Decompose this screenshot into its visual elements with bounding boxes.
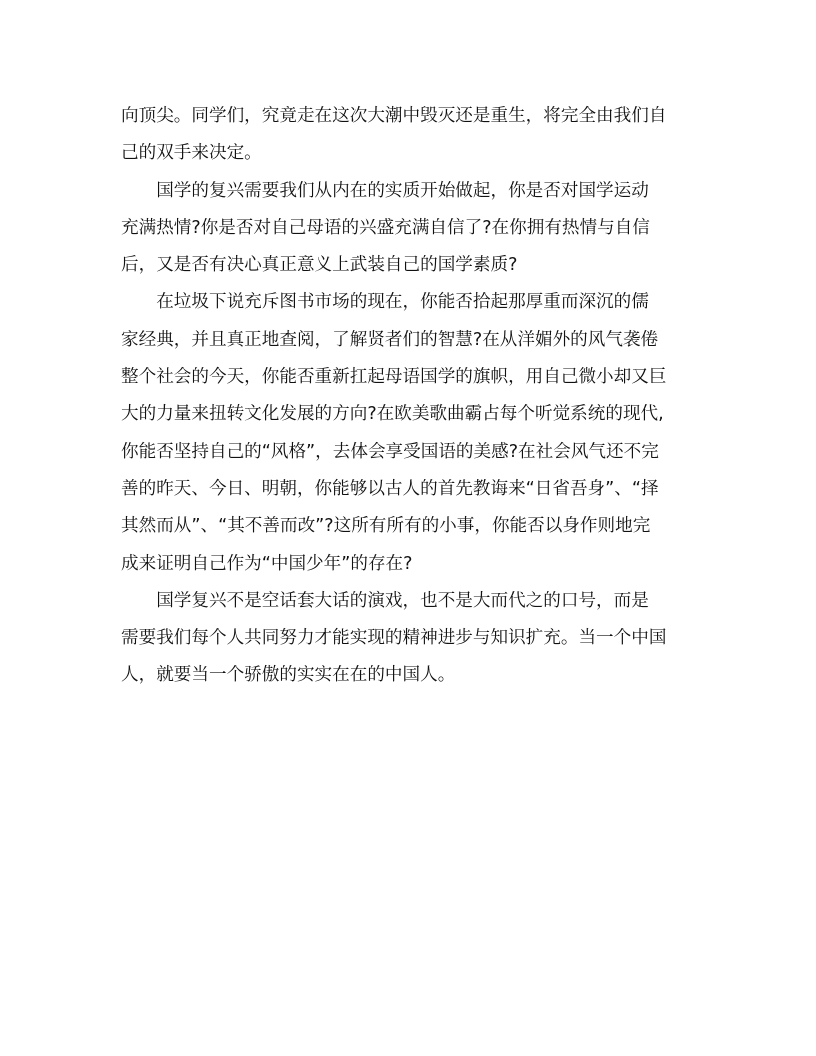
document-body	[121, 98, 699, 695]
text-line: 大的力量来扭转文化发展的方向?在欧美歌曲霸占每个听觉系统的现代,	[121, 404, 664, 425]
text-line: 整个社会的今天，你能否重新扛起母语国学的旗帜，用自己微小却又巨	[121, 367, 667, 388]
text-line: 家经典，并且真正地查阅，了解贤者们的智慧?在从洋媚外的风气袭倦	[121, 329, 659, 350]
paragraph-3	[121, 284, 699, 582]
text-line: 成来证明自己作为“中国少年”的存在?	[121, 553, 413, 574]
text-line: 需要我们每个人共同努力才能实现的精神进步与知识扩充。当一个中国	[121, 628, 667, 649]
paragraph-2	[121, 173, 699, 285]
text-line: 其然而从”、“其不善而改”?这所有所有的小事，你能否以身作则地完	[121, 516, 651, 537]
text-line: 向顶尖。同学们，究竟走在这次大潮中毁灭还是重生，将完全由我们自	[121, 106, 667, 126]
paragraph-1	[121, 98, 699, 173]
text-line: 善的昨天、今日、明朝，你能够以古人的首先教诲来“日省吾身”、“择	[121, 478, 659, 499]
text-line: 充满热情?你是否对自己母语的兴盛充满自信了?在你拥有热情与自信	[121, 217, 650, 238]
text-line: 国学复兴不是空话套大话的演戏，也不是大而代之的口号，而是	[156, 590, 649, 611]
text-line: 己的双手来决定。	[121, 143, 262, 164]
text-line: 后，又是否有决心真正意义上武装自己的国学素质?	[121, 255, 518, 276]
text-line: 你能否坚持自己的“风格”，去体会享受国语的美感?在社会风气还不完	[121, 441, 659, 462]
text-line: 在垃圾下说充斥图书市场的现在，你能否拾起那厚重而深沉的儒	[156, 292, 649, 313]
text-line: 人，就要当一个骄傲的实实在在的中国人。	[121, 665, 456, 686]
paragraph-4	[121, 583, 699, 695]
text-line: 国学的复兴需要我们从内在的实质开始做起，你是否对国学运动	[156, 180, 649, 201]
